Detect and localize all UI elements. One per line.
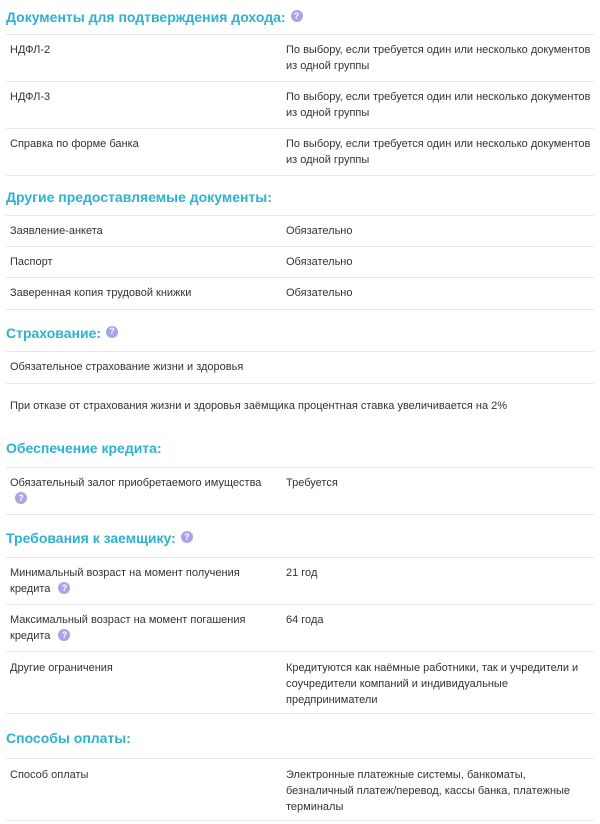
row-label: Заявление-анкета bbox=[10, 225, 103, 237]
row-label-text: Минимальный возраст на момент получения кредита bbox=[10, 567, 240, 595]
row-label bbox=[10, 475, 286, 507]
row-label bbox=[10, 565, 286, 597]
table-row bbox=[6, 605, 594, 652]
table-row bbox=[6, 384, 594, 424]
table-row bbox=[6, 247, 594, 278]
table-row bbox=[6, 129, 594, 176]
row-value: 21 год bbox=[286, 567, 318, 579]
help-icon[interactable]: ? bbox=[291, 10, 303, 22]
section-title: Обеспечение кредита: bbox=[6, 439, 162, 456]
help-icon[interactable]: ? bbox=[106, 326, 118, 338]
row-value: Кредитуются как наёмные работники, так и учредители и соучредители компаний и индивидуальные предприниматели bbox=[286, 662, 579, 706]
row-value: 64 года bbox=[286, 614, 324, 626]
table-row bbox=[6, 558, 594, 605]
row-value: По выбору, если требуется один или несколько документов из одной группы bbox=[286, 91, 591, 119]
section-heading-income-docs bbox=[6, 0, 594, 35]
table-row bbox=[6, 35, 594, 82]
help-icon[interactable]: ? bbox=[58, 629, 70, 641]
row-label bbox=[10, 612, 286, 644]
table-row bbox=[6, 216, 594, 247]
row-label-text: Максимальный возраст на момент погашения кредита bbox=[10, 614, 246, 642]
row-label: Заверенная копия трудовой книжки bbox=[10, 287, 192, 299]
row-value: По выбору, если требуется один или несколько документов из одной группы bbox=[286, 138, 591, 166]
row-value: Обязательно bbox=[286, 287, 353, 299]
section-heading-insurance bbox=[6, 310, 594, 352]
table-row bbox=[6, 352, 594, 384]
section-heading-payment bbox=[6, 714, 594, 759]
row-value: Электронные платежные системы, банкоматы, безналичный платеж/перевод, кассы банка, платежные терминалы bbox=[286, 769, 571, 813]
row-label: Справка по форме банка bbox=[10, 138, 139, 150]
section-title: Страхование: bbox=[6, 324, 102, 341]
row-text: При отказе от страхования жизни и здоровья заёмщика процентная ставка увеличивается на 2% bbox=[10, 400, 508, 412]
section-title: Другие предоставляемые документы: bbox=[6, 188, 272, 205]
row-label: НДФЛ-3 bbox=[10, 91, 51, 103]
row-value: Обязательно bbox=[286, 225, 353, 237]
section-heading-other-docs bbox=[6, 176, 594, 216]
table-row bbox=[6, 468, 594, 515]
table-row bbox=[6, 652, 594, 714]
help-icon[interactable]: ? bbox=[181, 531, 193, 543]
table-row bbox=[6, 759, 594, 821]
row-value: Обязательно bbox=[286, 256, 353, 268]
row-label-text: Обязательный залог приобретаемого имущества bbox=[10, 477, 262, 489]
row-label: Способ оплаты bbox=[10, 769, 89, 781]
row-value: Требуется bbox=[286, 477, 338, 489]
table-row bbox=[6, 278, 594, 310]
table-row bbox=[6, 82, 594, 129]
row-label: НДФЛ-2 bbox=[10, 44, 51, 56]
help-icon[interactable]: ? bbox=[15, 492, 27, 504]
row-text: Обязательное страхование жизни и здоровья bbox=[10, 361, 244, 373]
section-heading-borrower bbox=[6, 515, 594, 558]
help-icon[interactable]: ? bbox=[58, 582, 70, 594]
section-title: Требования к заемщику: bbox=[6, 530, 176, 546]
row-label: Паспорт bbox=[10, 256, 53, 268]
row-label: Другие ограничения bbox=[10, 662, 113, 674]
row-value: По выбору, если требуется один или несколько документов из одной группы bbox=[286, 44, 591, 72]
section-title: Документы для подтверждения дохода: bbox=[6, 9, 286, 25]
section-heading-collateral bbox=[6, 424, 594, 468]
section-title: Способы оплаты: bbox=[6, 730, 131, 746]
